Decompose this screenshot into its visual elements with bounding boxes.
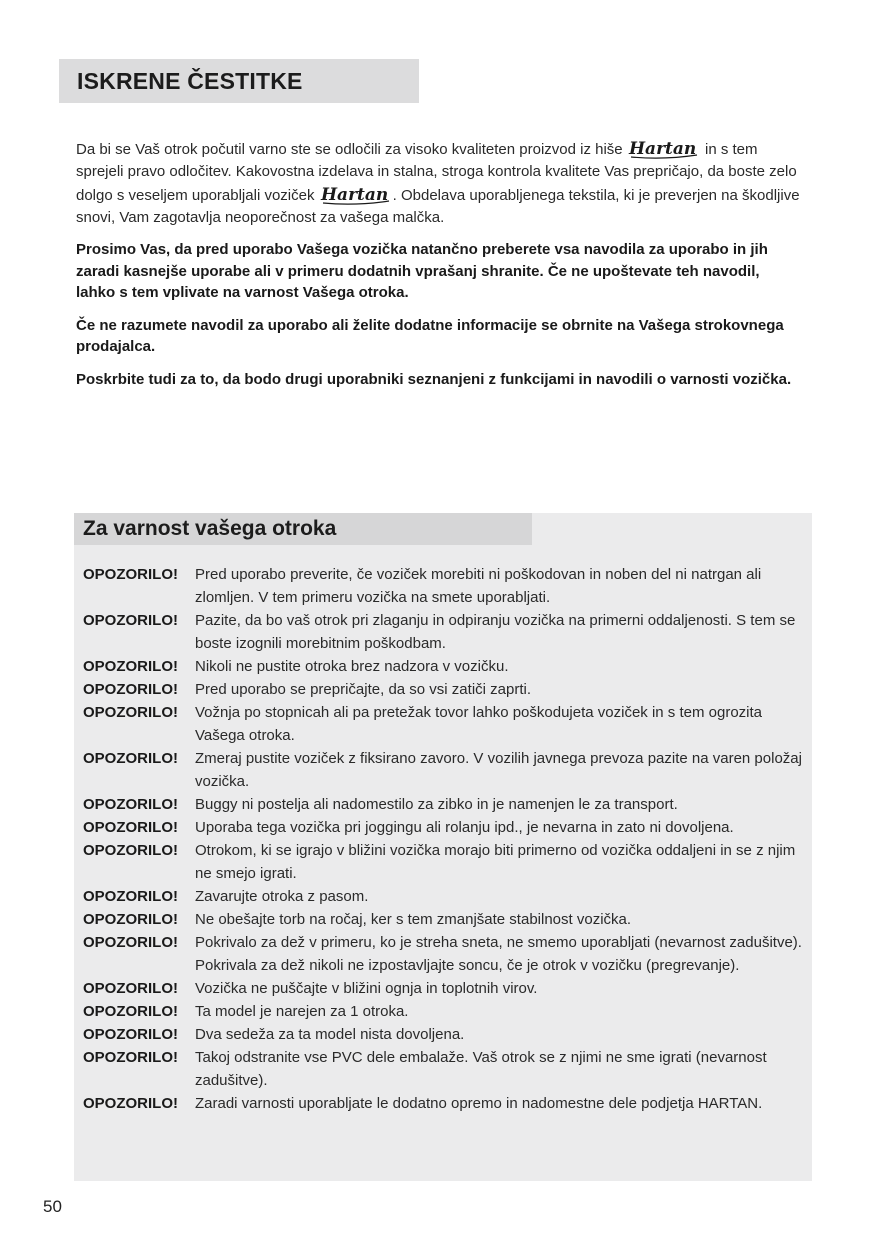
warning-item: [83, 977, 805, 1000]
warning-text: Zmeraj pustite voziček z fiksirano zavoro. V vozilih javnega prevoza pazite na varen položaj vozička.: [195, 750, 802, 790]
warning-item: [83, 1046, 805, 1092]
warning-text: Vožnja po stopnicah ali pa pretežak tovor lahko poškodujeta voziček in s tem ogrozita Vašega otroka.: [195, 704, 762, 744]
warning-text: Pokrivalo za dež v primeru, ko je streha sneta, ne smemo uporabljati (nevarnost zadušitve). Pokrivala za dež nikoli ne izpostavljajte soncu, če je otrok v vozičku (pregrevanje).: [195, 934, 802, 974]
warning-text: Zavarujte otroka z pasom.: [195, 888, 369, 905]
warning-label: OPOZORILO!: [83, 750, 178, 767]
warning-text: Otrokom, ki se igrajo v bližini vozička morajo biti primerno od vozička oddaljeni in se z njim ne smejo igrati.: [195, 842, 796, 882]
svg-text:Hartan: Hartan: [628, 139, 697, 159]
warning-label: OPOZORILO!: [83, 658, 178, 675]
intro-text-2: in s tem sprejeli pravo odločitev. Kakovostna izdelava in stalna, stroga kontrola kvalitete Vas prepričajo, da boste zelo dolgo s veseljem uporabljali voziček: [76, 141, 797, 204]
warning-item: [83, 793, 805, 816]
intro-paragraph-1: [76, 136, 802, 228]
warning-label: OPOZORILO!: [83, 888, 178, 905]
warning-text: Pred uporabo se prepričajte, da so vsi zatiči zaprti.: [195, 681, 531, 698]
warning-label: OPOZORILO!: [83, 1026, 178, 1043]
warning-text: Vozička ne puščajte v bližini ognja in toplotnih virov.: [195, 980, 538, 997]
warning-item: [83, 1092, 805, 1115]
warning-item: [83, 1000, 805, 1023]
hartan-logo-2: [319, 182, 393, 206]
warning-text: Buggy ni postelja ali nadomestilo za zibko in je namenjen le za transport.: [195, 796, 678, 813]
warning-label: OPOZORILO!: [83, 704, 178, 721]
warning-text: Ne obešajte torb na ročaj, ker s tem zmanjšate stabilnost vozička.: [195, 911, 632, 928]
warning-item: [83, 816, 805, 839]
warning-item: [83, 747, 805, 793]
safety-section: [74, 513, 812, 1181]
page-title-bar: [59, 59, 419, 103]
warning-text: Dva sedeža za ta model nista dovoljena.: [195, 1026, 465, 1043]
svg-text:Hartan: Hartan: [320, 185, 388, 205]
warning-label: OPOZORILO!: [83, 1003, 178, 1020]
warning-item: [83, 931, 805, 977]
warning-item: [83, 678, 805, 701]
warning-item: [83, 655, 805, 678]
safety-heading-bar: [74, 513, 532, 545]
warning-text: Pred uporabo preverite, če voziček morebiti ni poškodovan in noben del ni natrgan ali zlomljen. V tem primeru vozička na smete uporabljati.: [195, 566, 762, 606]
warning-label: OPOZORILO!: [83, 566, 178, 583]
warning-text: Zaradi varnosti uporabljate le dodatno opremo in nadomestne dele podjetja HARTAN.: [195, 1095, 763, 1112]
warning-label: OPOZORILO!: [83, 681, 178, 698]
warning-text: Uporaba tega vozička pri joggingu ali rolanju ipd., je nevarna in zato ni dovoljena.: [195, 819, 734, 836]
warning-item: [83, 609, 805, 655]
warning-label: OPOZORILO!: [83, 612, 178, 629]
warning-label: OPOZORILO!: [83, 1049, 178, 1066]
intro-text-3: . Obdelava uporabljenega tekstila, ki je preverjen na škodljive snovi, Vam zagotavlja neoporečnost za vašega malčka.: [76, 187, 800, 226]
warning-label: OPOZORILO!: [83, 842, 178, 859]
warning-text: Takoj odstranite vse PVC dele embalaže. Vaš otrok se z njimi ne sme igrati (nevarnost zadušitve).: [195, 1049, 767, 1089]
page-title: ISKRENE ČESTITKE: [77, 67, 303, 94]
warnings-list: [83, 563, 805, 1115]
intro-paragraph-4: Poskrbite tudi za to, da bodo drugi uporabniki seznanjeni z funkcijami in navodili o varnosti vozička.: [76, 370, 792, 388]
warning-label: OPOZORILO!: [83, 980, 178, 997]
warning-text: Ta model je narejen za 1 otroka.: [195, 1003, 409, 1020]
warning-item: [83, 1023, 805, 1046]
intro-section: [76, 136, 802, 390]
warning-label: OPOZORILO!: [83, 819, 178, 836]
warning-text: Nikoli ne pustite otroka brez nadzora v vozičku.: [195, 658, 509, 675]
warning-label: OPOZORILO!: [83, 911, 178, 928]
warning-label: OPOZORILO!: [83, 796, 178, 813]
hartan-logo: [627, 136, 701, 160]
intro-paragraph-2: Prosimo Vas, da pred uporabo Vašega vozička natančno preberete vsa navodila za uporabo in jih zaradi kasnejše uporabe ali v primeru dodatnih vprašanj shranite. Če ne upoštevate teh navodil, lahko s tem vplivate na varnost Vašega otroka.: [76, 241, 768, 301]
safety-heading: Za varnost vašega otroka: [83, 517, 337, 540]
warning-item: [83, 839, 805, 885]
intro-paragraph-3: Če ne razumete navodil za uporabo ali želite dodatne informacije se obrnite na Vašega strokovnega prodajalca.: [76, 316, 784, 355]
warning-item: [83, 701, 805, 747]
warning-label: OPOZORILO!: [83, 1095, 178, 1112]
warning-item: [83, 908, 805, 931]
warning-item: [83, 563, 805, 609]
intro-text-1: Da bi se Vaš otrok počutil varno ste se odločili za visoko kvaliteten proizvod iz hiše: [76, 141, 623, 158]
warning-text: Pazite, da bo vaš otrok pri zlaganju in odpiranju vozička na primerni oddaljenosti. S tem se boste izognili morebitnim poškodbam.: [195, 612, 796, 652]
warning-label: OPOZORILO!: [83, 934, 178, 951]
warning-item: [83, 885, 805, 908]
page-number: 50: [43, 1197, 62, 1216]
